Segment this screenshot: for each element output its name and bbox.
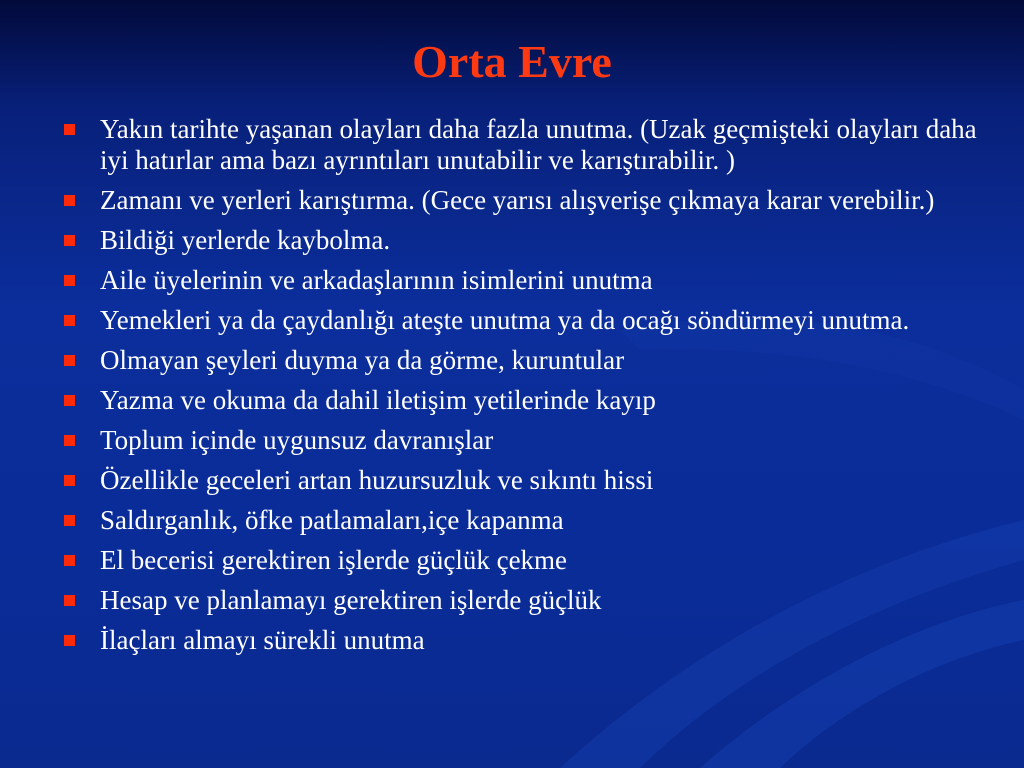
bullet-text: Aile üyelerinin ve arkadaşlarının isimlerini unutma	[100, 265, 653, 295]
square-bullet-icon	[64, 275, 75, 286]
list-item	[60, 545, 980, 576]
bullet-text: El becerisi gerektiren işlerde güçlük çekme	[100, 545, 568, 575]
bullet-text: Saldırganlık, öfke patlamaları,içe kapanma	[100, 505, 564, 535]
bullet-text: İlaçları almayı sürekli unutma	[100, 625, 425, 655]
square-bullet-icon	[64, 635, 75, 646]
bullet-text: Hesap ve planlamayı gerektiren işlerde güçlük	[100, 585, 602, 615]
list-item	[60, 185, 980, 216]
square-bullet-icon	[64, 195, 75, 206]
list-item	[60, 225, 980, 256]
list-item	[60, 114, 980, 176]
bullet-text: Yazma ve okuma da dahil iletişim yetilerinde kayıp	[100, 385, 656, 415]
bullet-text: Özellikle geceleri artan huzursuzluk ve sıkıntı hissi	[100, 465, 654, 495]
square-bullet-icon	[64, 475, 75, 486]
bullet-text: Zamanı ve yerleri karıştırma. (Gece yarısı alışverişe çıkmaya karar verebilir.)	[100, 185, 935, 215]
list-item	[60, 345, 980, 376]
square-bullet-icon	[64, 435, 75, 446]
square-bullet-icon	[64, 355, 75, 366]
list-item	[60, 265, 980, 296]
list-item	[60, 505, 980, 536]
bullet-text: Yemekleri ya da çaydanlığı ateşte unutma ya da ocağı söndürmeyi unutma.	[100, 305, 910, 335]
list-item	[60, 465, 980, 496]
square-bullet-icon	[64, 124, 75, 135]
square-bullet-icon	[64, 315, 75, 326]
square-bullet-icon	[64, 515, 75, 526]
bullet-text: Toplum içinde uygunsuz davranışlar	[100, 425, 494, 455]
square-bullet-icon	[64, 595, 75, 606]
bullet-text: Yakın tarihte yaşanan olayları daha fazla unutma. (Uzak geçmişteki olayları daha iyi hatırlar ama bazı ayrıntıları unutabilir ve karıştırabilir. )	[100, 114, 977, 175]
list-item	[60, 585, 980, 616]
slide-title: Orta Evre	[412, 36, 612, 87]
list-item	[60, 305, 980, 336]
list-item	[60, 625, 980, 656]
bullet-text: Olmayan şeyleri duyma ya da görme, kuruntular	[100, 345, 625, 375]
bullet-text: Bildiği yerlerde kaybolma.	[100, 225, 391, 255]
list-item	[60, 385, 980, 416]
square-bullet-icon	[64, 235, 75, 246]
square-bullet-icon	[64, 555, 75, 566]
square-bullet-icon	[64, 395, 75, 406]
list-item	[60, 425, 980, 456]
bullet-list	[60, 114, 980, 665]
